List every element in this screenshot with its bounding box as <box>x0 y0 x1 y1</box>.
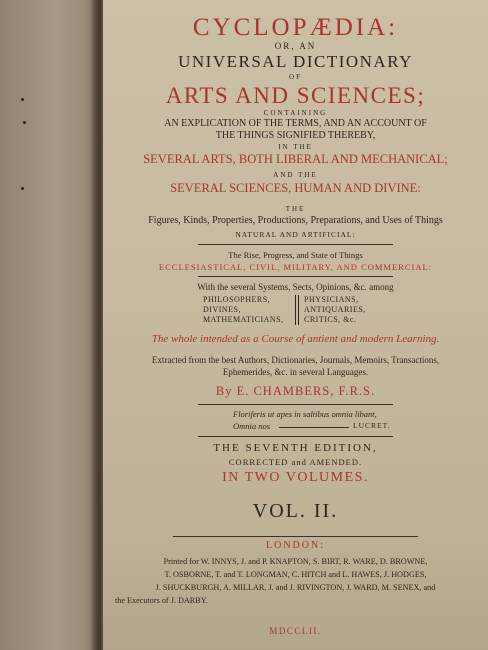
column-bracket <box>295 295 299 325</box>
printed-line-4: the Executors of J. DARBY. <box>115 596 208 605</box>
systems-line: With the several Systems, Sects, Opinions, &c. among <box>197 282 394 292</box>
figures-line: Figures, Kinds, Properties, Productions, Preparations, and Uses of Things <box>148 215 443 226</box>
two-volumes: IN TWO VOLUMES. <box>222 470 369 485</box>
printed-line-1: Printed for W. INNYS, J. and P. KNAPTON, S. BIRT, R. WARE, D. BROWNE, <box>163 557 428 566</box>
professions-right-column <box>304 295 366 325</box>
divider-rule <box>198 404 393 405</box>
divider-rule <box>198 436 393 437</box>
whole-intended: The whole intended as a Course of antient and modern Learning. <box>151 333 440 345</box>
volume-number: VOL. II. <box>252 500 339 522</box>
and-the: AND THE <box>273 171 318 179</box>
author-line: By E. CHAMBERS, F.R.S. <box>215 384 376 398</box>
universal-dictionary: UNIVERSAL DICTIONARY <box>178 52 413 71</box>
divider-rule <box>173 536 418 537</box>
ink-mark <box>21 98 24 101</box>
extracted-line-1: Extracted from the best Authors, Dictionaries, Journals, Memoirs, Transactions, <box>151 355 440 365</box>
ink-mark <box>23 121 26 124</box>
professions-left-column <box>203 295 284 325</box>
divider-rule <box>198 276 393 277</box>
edition-line: THE SEVENTH EDITION, <box>213 442 378 454</box>
in-the: IN THE <box>278 143 313 151</box>
or-an: OR, AN <box>274 41 317 51</box>
profession-item: PHYSICIANS, <box>304 295 359 304</box>
motto-line-2b: LUCRET. <box>353 421 391 430</box>
profession-item: CRITICS, &c. <box>304 315 357 324</box>
explication-line-2: THE THINGS SIGNIFIED THEREBY, <box>215 130 376 141</box>
printed-line-2: T. OSBORNE, T. and T. LONGMAN, C. HITCH and L. HAWES, J. HODGES, <box>164 570 427 579</box>
containing: CONTAINING <box>263 109 328 117</box>
several-sciences: SEVERAL SCIENCES, HUMAN AND DIVINE: <box>170 181 421 195</box>
title-page <box>103 0 488 650</box>
profession-item: PHILOSOPHERS, <box>203 295 271 304</box>
profession-item: DIVINES, <box>203 305 241 314</box>
corrected-line: CORRECTED and AMENDED. <box>228 457 363 467</box>
the-line: THE <box>285 205 306 213</box>
ecclesiastical-line: ECCLESIASTICAL, CIVIL, MILITARY, AND COMMERCIAL: <box>158 262 433 272</box>
rise-progress: The Rise, Progress, and State of Things <box>228 250 363 260</box>
divider-rule <box>198 244 393 245</box>
printed-line-3: J. SHUCKBURGH, A. MILLAR, J. and J. RIVINGTON, J. WARD, M. SENEX, and <box>155 583 436 592</box>
left-page <box>0 0 101 650</box>
ink-mark <box>21 187 24 190</box>
natural-artificial: NATURAL AND ARTIFICIAL: <box>235 230 356 239</box>
main-title: CYCLOPÆDIA: <box>192 14 399 41</box>
several-arts: SEVERAL ARTS, BOTH LIBERAL AND MECHANICAL; <box>143 152 448 166</box>
extracted-line-2: Ephemerides, &c. in several Languages. <box>222 367 369 377</box>
profession-item: ANTIQUARIES, <box>304 305 366 314</box>
motto-line-2a: Omnia nos <box>233 421 271 431</box>
profession-item: MATHEMATICIANS, <box>203 315 284 324</box>
explication-line-1: AN EXPLICATION OF THE TERMS, AND AN ACCOUNT OF <box>164 118 427 129</box>
motto-dash <box>279 427 349 428</box>
london: LONDON: <box>266 540 325 551</box>
arts-and-sciences: ARTS AND SCIENCES; <box>165 83 426 108</box>
publication-year: MDCCLII. <box>269 626 322 636</box>
motto-line-1: Floriferis ut apes in saltibus omnia libant, <box>233 409 377 419</box>
of-line: OF <box>289 73 302 81</box>
